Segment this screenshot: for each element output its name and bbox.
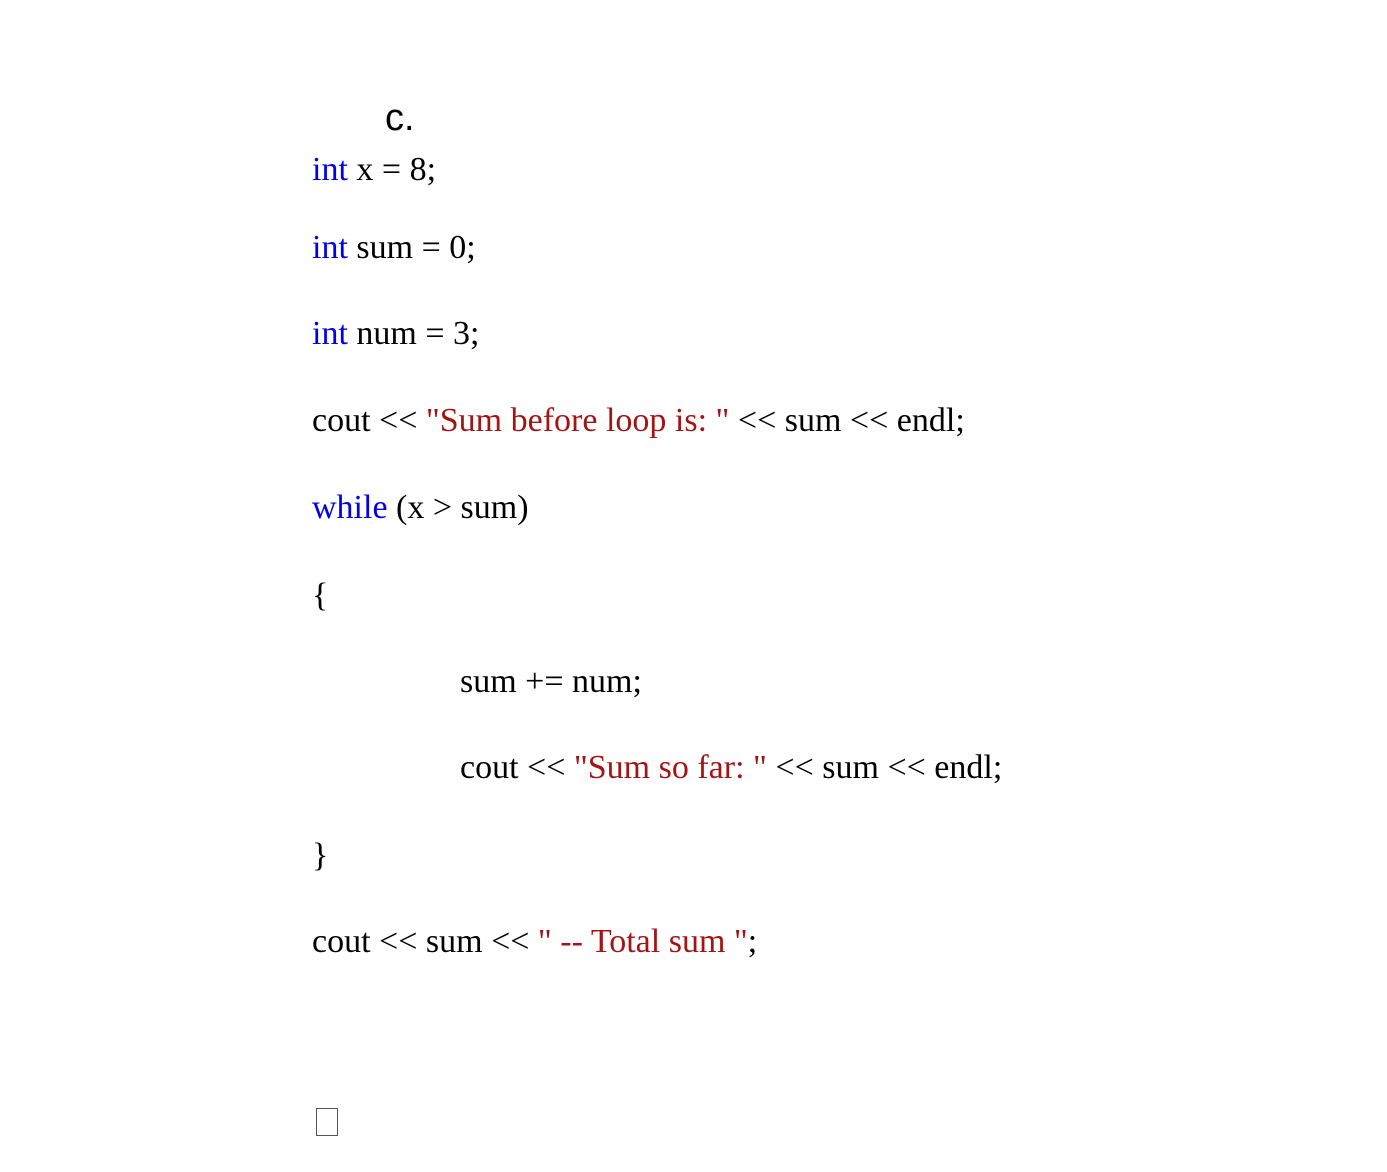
code-line-cout-before-loop — [312, 401, 965, 441]
code-text: << sum << endl; — [766, 749, 1003, 786]
code-line-int-sum — [312, 228, 476, 268]
code-text: ; — [747, 923, 758, 960]
string-literal: "Sum so far: " — [573, 749, 767, 786]
code-text: cout << — [312, 402, 426, 439]
question-label: c. — [385, 97, 415, 139]
keyword-int: int — [312, 315, 348, 352]
code-text: cout << — [460, 749, 574, 786]
string-literal: " -- Total sum " — [537, 923, 748, 960]
code-text: sum = 0; — [347, 229, 476, 266]
code-line-int-x — [312, 150, 436, 190]
code-text: x = 8; — [347, 151, 437, 188]
code-text: num = 3; — [347, 315, 480, 352]
code-line-open-brace: { — [312, 577, 329, 614]
code-text: (x > sum) — [387, 489, 529, 526]
code-line-cout-so-far — [460, 748, 1002, 788]
keyword-int: int — [312, 229, 348, 266]
code-line-close-brace: } — [312, 837, 329, 874]
code-line-sum-increment: sum += num; — [460, 663, 642, 700]
code-text: cout << sum << — [312, 923, 538, 960]
answer-checkbox[interactable] — [316, 1108, 338, 1136]
code-line-int-num — [312, 314, 479, 354]
keyword-int: int — [312, 151, 348, 188]
keyword-while: while — [312, 489, 388, 526]
code-text: << sum << endl; — [729, 402, 965, 439]
code-line-while — [312, 488, 529, 528]
string-literal: "Sum before loop is: " — [425, 402, 730, 439]
code-line-cout-total — [312, 922, 757, 962]
